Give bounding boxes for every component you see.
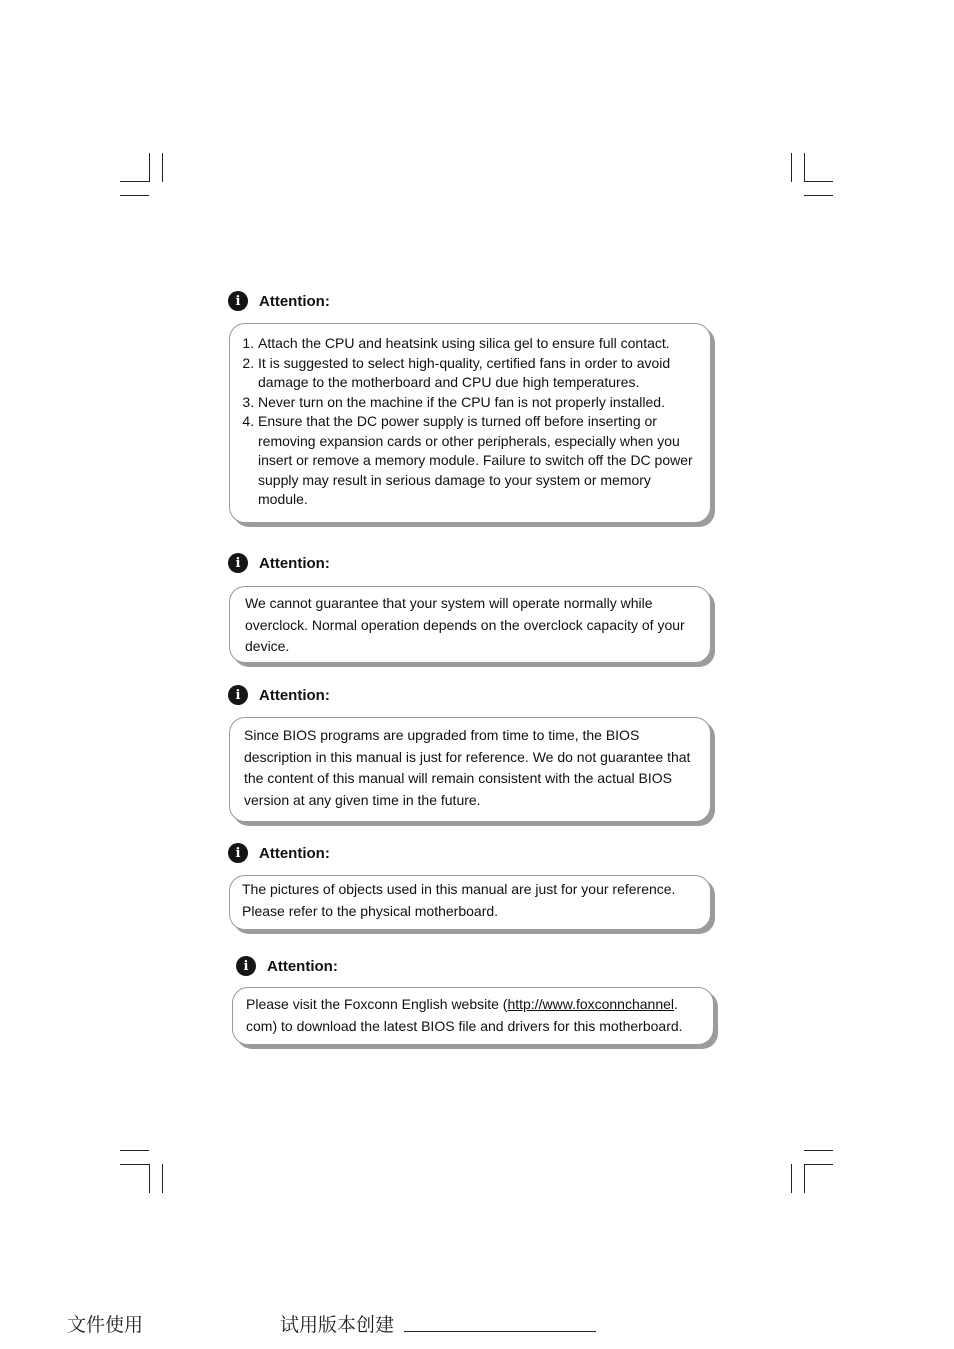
- attention-title: Attention:: [259, 686, 330, 704]
- crop-mark: [804, 195, 833, 196]
- attention-box: [229, 323, 711, 523]
- attention-text: Since BIOS programs are upgraded from time to time, the BIOS description in this manual is just for reference. We do not guarantee that the content of this manual will remain consistent with the actual BIOS version at any given time in the future.: [244, 727, 691, 808]
- attention-box: [232, 987, 714, 1045]
- info-icon: i: [228, 685, 248, 705]
- attention-heading: [228, 291, 330, 311]
- crop-mark: [120, 1150, 149, 1151]
- list-item: 4. Ensure that the DC power supply is turned off before inserting or removing expansion cards or other peripherals, especially when you insert or remove a memory module. Failure to switch off the DC power supply may result in serious damage to your system or memory module.: [258, 412, 698, 510]
- website-link[interactable]: http://www.foxconnchannel: [507, 996, 675, 1012]
- attention-text: We cannot guarantee that your system will operate normally while overclock. Normal operation depends on the overclock capacity of your device.: [245, 595, 685, 654]
- crop-mark: [120, 1164, 149, 1165]
- crop-mark: [804, 181, 833, 182]
- footer-left-text: 文件使用: [67, 1314, 144, 1336]
- text-after-link: . com) to download the latest BIOS file and drivers for this motherboard.: [246, 996, 683, 1034]
- attention-title: Attention:: [267, 957, 338, 975]
- attention-box: [229, 875, 711, 930]
- attention-list: [242, 334, 698, 510]
- info-icon: i: [228, 553, 248, 573]
- info-icon: i: [228, 291, 248, 311]
- crop-mark: [791, 1164, 792, 1193]
- attention-box: [229, 586, 711, 663]
- attention-text: The pictures of objects used in this manual are just for your reference. Please refer to the physical motherboard.: [242, 881, 676, 919]
- crop-mark: [149, 1164, 150, 1193]
- info-icon: i: [236, 956, 256, 976]
- info-icon: i: [228, 843, 248, 863]
- attention-title: Attention:: [259, 554, 330, 572]
- crop-mark: [804, 1164, 833, 1165]
- attention-heading: [228, 553, 330, 573]
- attention-heading: [228, 685, 330, 705]
- text-before-link: Please visit the Foxconn English website (: [246, 996, 508, 1012]
- signature-line: [404, 1331, 596, 1332]
- attention-heading: [236, 956, 338, 976]
- attention-title: Attention:: [259, 844, 330, 862]
- footer-right-text: 试用版本创建: [280, 1314, 395, 1336]
- attention-heading: [228, 843, 330, 863]
- attention-text: [246, 994, 709, 1037]
- list-item: 1. Attach the CPU and heatsink using silica gel to ensure full contact.: [258, 334, 698, 354]
- crop-mark: [791, 153, 792, 182]
- attention-title: Attention:: [259, 292, 330, 310]
- crop-mark: [149, 153, 150, 182]
- list-item: 3. Never turn on the machine if the CPU fan is not properly installed.: [258, 393, 698, 413]
- crop-mark: [804, 1150, 833, 1151]
- list-item: 2. It is suggested to select high-quality, certified fans in order to avoid damage to the motherboard and CPU due high temperatures.: [258, 354, 698, 393]
- crop-mark: [162, 153, 163, 182]
- crop-mark: [804, 153, 805, 182]
- crop-mark: [120, 181, 149, 182]
- attention-box: [229, 717, 711, 822]
- crop-mark: [804, 1164, 805, 1193]
- crop-mark: [162, 1164, 163, 1193]
- crop-mark: [120, 195, 149, 196]
